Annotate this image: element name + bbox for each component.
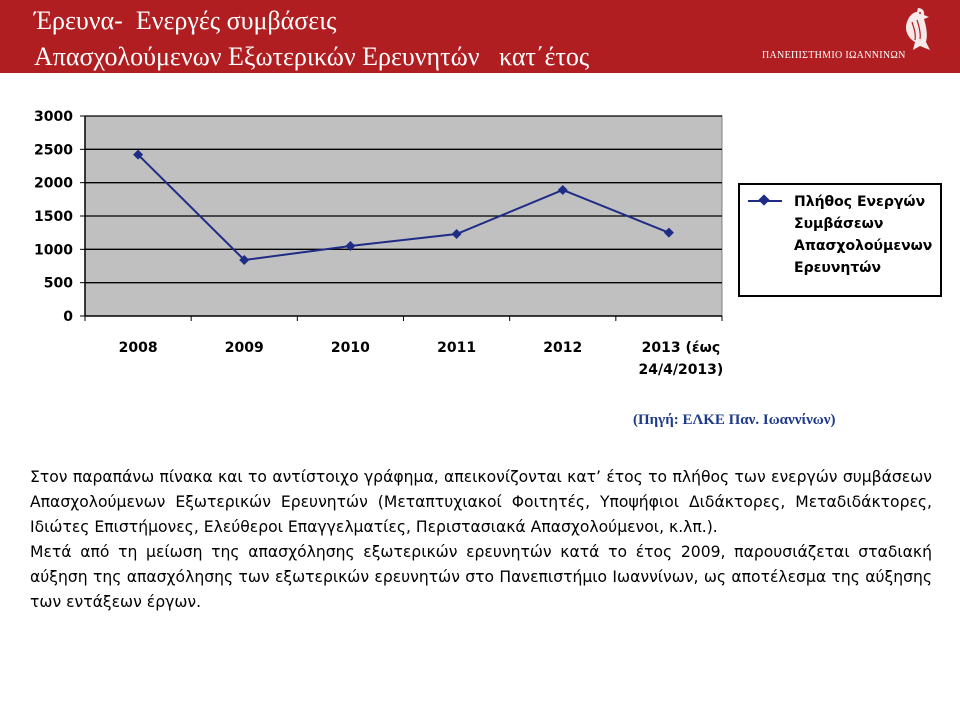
source-note: (Πηγή: ΕΛΚΕ Παν. Ιωαννίνων) (633, 412, 836, 428)
slide-title-line-2: Απασχολούμενων Εξωτερικών Ερευνητών κατ΄έτος (34, 42, 590, 71)
y-tick-label: 2500 (34, 142, 73, 159)
y-tick-label: 2000 (34, 175, 73, 192)
y-tick-label: 500 (43, 275, 73, 292)
paragraph-1: Στον παραπάνω πίνακα και το αντίστοιχο γράφημα, απεικονίζονται κατ’ έτος το πλήθος των ενεργών συμβάσεων Απασχολούμενων Εξωτερικών Ερευνητών (Μεταπτυχιακοί Φοιτητές, Υποψήφιοι Διδάκτορες, Μεταδιδάκτορες, Ιδιώτες Επιστήμονες, Ελεύθεροι Επαγγελματίες, Περιστασιακά Απασχολούμενοι, κ.λπ.). (30, 468, 932, 536)
y-tick-label: 1500 (34, 209, 73, 225)
x-tick-label: 2011 (437, 340, 477, 356)
legend-label-line-4: Ερευνητών (794, 260, 881, 276)
x-tick-label: 2009 (224, 340, 264, 356)
chart-legend (738, 183, 942, 297)
y-tick-label: 0 (63, 309, 73, 325)
x-tick-label: 2013 (έως 24/4/2013) (638, 340, 724, 378)
slide-title-line-1: Έρευνα- Ενεργές συμβάσεις (34, 6, 337, 35)
x-tick-label: 2012 (543, 340, 583, 356)
description-text (30, 465, 932, 615)
slide-header (0, 0, 960, 73)
y-tick-label: 1000 (34, 242, 73, 259)
y-tick-label: 3000 (34, 109, 73, 125)
eagle-icon (898, 6, 932, 52)
legend-marker-swatch (758, 194, 769, 205)
legend-series-label (794, 191, 942, 279)
paragraph-2: Μετά από τη μείωση της απασχόλησης εξωτερικών ερευνητών κατά το έτος 2009, παρουσιάζεται σταδιακή αύξηση της απασχόλησης των εξωτερικών ερευνητών στο Πανεπιστήμιο Ιωαννίνων, ως αποτέλεσμα της αύξησης των εντάξεων έργων. (30, 543, 932, 611)
legend-label-line-2: Συμβάσεων (794, 216, 884, 232)
x-tick-label: 2010 (330, 340, 370, 356)
university-name: ΠΑΝΕΠΙΣΤΗΜΙΟ ΙΩΑΝΝΙΝΩΝ (762, 50, 906, 61)
legend-label-line-3: Απασχολούμενων (794, 238, 933, 254)
x-tick-label: 2008 (118, 340, 158, 356)
legend-label-line-1: Πλήθος Ενεργών (794, 194, 926, 210)
